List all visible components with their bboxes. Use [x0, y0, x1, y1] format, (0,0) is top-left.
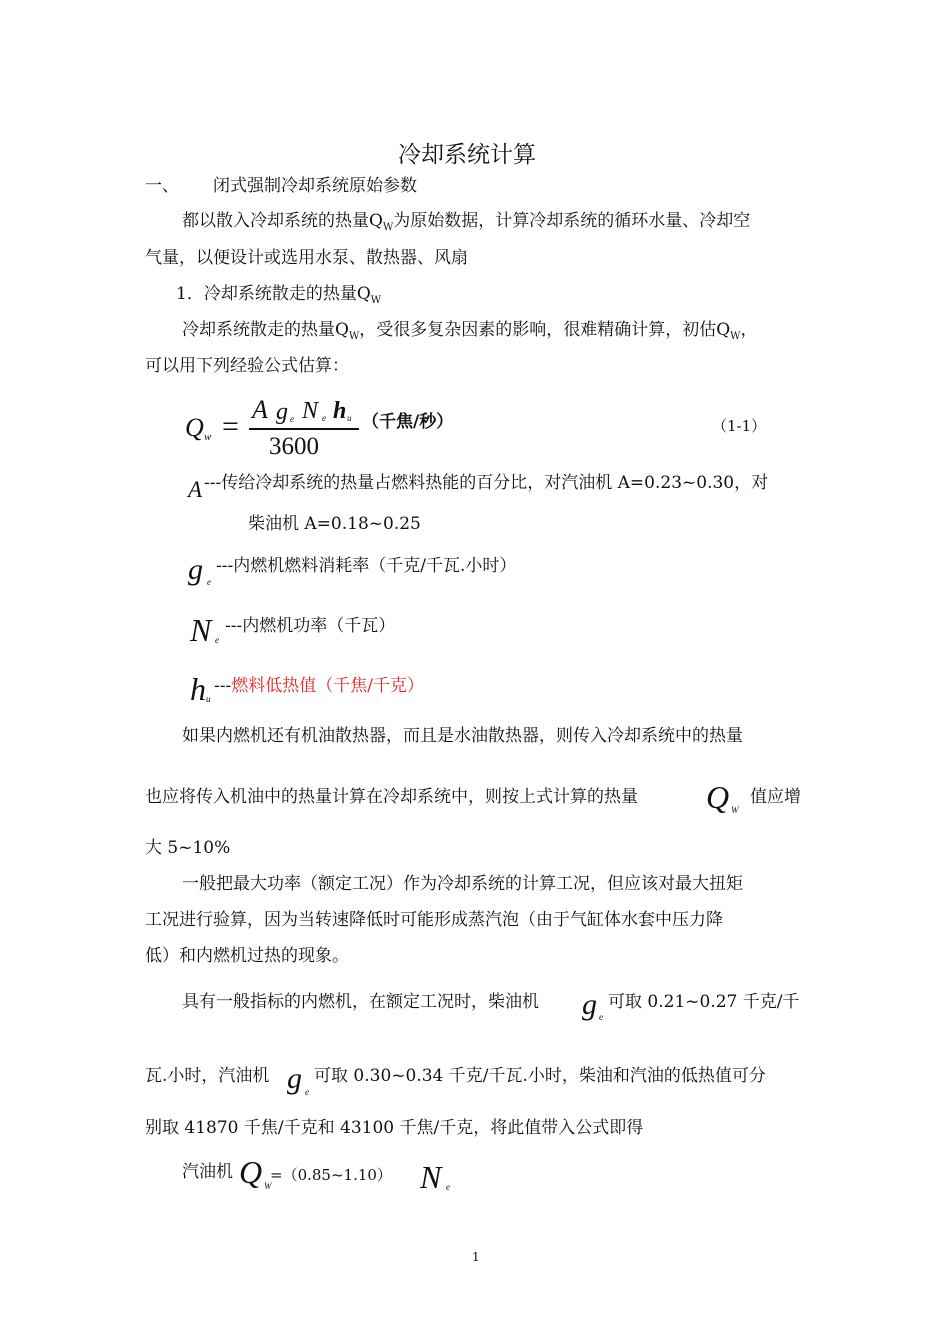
def-h-sub: u — [206, 694, 211, 704]
intro-line-1: 都以散入冷却系统的热量$Q_W$为原始数据，计算冷却系统的循环水量、冷却空 — [182, 211, 751, 233]
formula-equals: = — [222, 410, 239, 443]
formula-lhs-sub: w — [204, 431, 212, 443]
result-Q-symbol: Q — [239, 1154, 263, 1190]
para2-line-3: 大 5~10% — [145, 838, 231, 858]
para3-line-1: 一般把最大功率（额定工况）作为冷却系统的计算工况，但应该对最大扭矩 — [182, 874, 743, 894]
def-h-symbol: h — [190, 671, 206, 707]
para2-line-1: 如果内燃机还有机油散热器，而且是水油散热器，则传入冷却系统中的热量 — [182, 726, 743, 746]
result-expression: =（0.85~1.10） — [270, 1166, 392, 1184]
def-g-sub: e — [207, 577, 211, 587]
def-A-line-1: ---传给冷却系统的热量占燃料热能的百分比，对汽油机 A=0.23~0.30，对 — [204, 473, 769, 493]
para4-line-3: 别取 41870 千焦/千克和 43100 千焦/千克，将此值带入公式即得 — [145, 1118, 644, 1138]
para4-g2-symbol: g — [287, 1062, 302, 1095]
formula-denominator: 3600 — [269, 433, 319, 460]
formula-num-h: h — [333, 398, 347, 424]
def-g-text: ---内燃机燃料消耗率（千克/千瓦.小时） — [216, 556, 517, 576]
page-number: 1 — [472, 1250, 480, 1264]
para2-Q-sub: W — [731, 805, 739, 815]
result-label: 汽油机 — [182, 1162, 233, 1182]
formula-num-N-sub: e — [322, 413, 326, 423]
fraction-bar — [249, 428, 359, 430]
item-1-heading: 1．冷却系统散走的热量$Q_W$ — [176, 284, 382, 306]
def-g-symbol: g — [188, 553, 203, 586]
formula-lhs: Q — [185, 413, 204, 442]
formula-num-A: A — [252, 395, 268, 424]
result-N-symbol: N — [420, 1159, 442, 1195]
page-title: 冷却系统计算 — [398, 142, 536, 168]
para4-g2-sub: e — [305, 1087, 309, 1097]
formula-num-g: g — [276, 399, 288, 425]
formula-num-N: N — [302, 398, 319, 424]
para1-line-2: 可以用下列经验公式估算： — [145, 356, 349, 376]
para2-Q-symbol: Q — [706, 779, 730, 815]
para2-line-2a: 也应将传入机油中的热量计算在冷却系统中，则按上式计算的热量 — [145, 787, 638, 807]
formula-unit: （千焦/秒） — [362, 412, 454, 432]
para4-line-1a: 具有一般指标的内燃机，在额定工况时，柴油机 — [182, 992, 539, 1012]
para4-line-2b: 可取 0.30~0.34 千克/千瓦.小时，柴油和汽油的低热值可分 — [314, 1066, 766, 1086]
def-h-text: ---燃料低热值（千焦/千克） — [214, 676, 424, 696]
para3-line-2: 工况进行验算，因为当转速降低时可能形成蒸汽泡（由于气缸体水套中压力降 — [145, 910, 723, 930]
result-N-sub: e — [446, 1182, 450, 1192]
def-A-line-2: 柴油机 A=0.18~0.25 — [248, 514, 421, 534]
para3-line-3: 低）和内燃机过热的现象。 — [145, 946, 349, 966]
def-N-symbol: N — [190, 612, 212, 648]
def-A-symbol: A — [188, 477, 203, 502]
para1-line-1: 冷却系统散走的热量$Q_W$，受很多复杂因素的影响，很难精确计算，初估$Q_W$， — [182, 320, 758, 342]
result-Q-sub: W — [264, 1181, 272, 1191]
para4-g1-symbol: g — [582, 988, 597, 1021]
def-N-text: ---内燃机功率（千瓦） — [225, 616, 396, 636]
para2-line-2b: 值应增 — [750, 787, 801, 807]
section-number: 一、 — [145, 176, 179, 196]
para4-line-1b: 可取 0.21~0.27 千克/千 — [608, 992, 800, 1012]
para4-g1-sub: e — [599, 1012, 603, 1022]
formula-ref: （1-1） — [712, 417, 767, 435]
formula-num-g-sub: e — [290, 414, 294, 424]
formula-num-h-sub: u — [347, 413, 352, 423]
section-heading: 闭式强制冷却系统原始参数 — [213, 176, 417, 196]
intro-line-2: 气量，以便设计或选用水泵、散热器、风扇 — [145, 248, 468, 268]
para4-line-2a: 瓦.小时，汽油机 — [145, 1066, 270, 1086]
def-N-sub: e — [215, 635, 219, 645]
